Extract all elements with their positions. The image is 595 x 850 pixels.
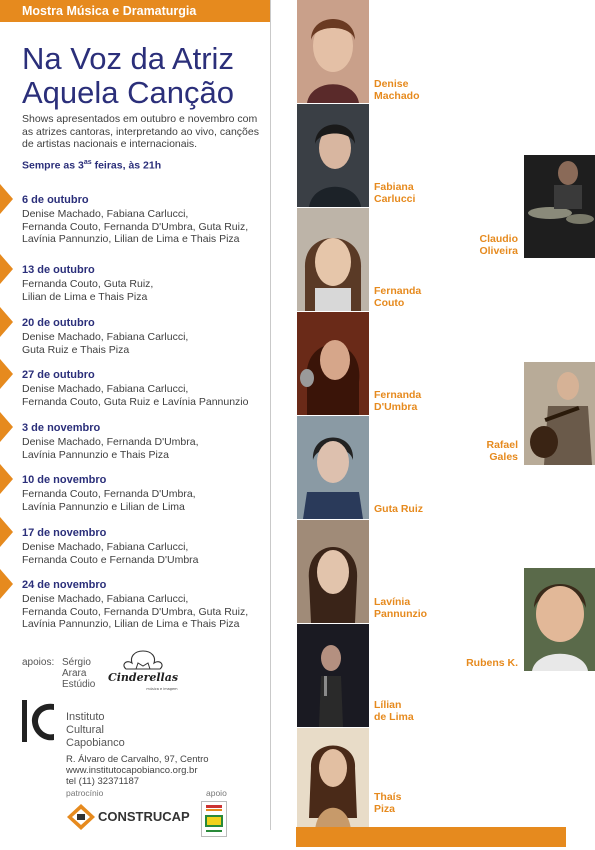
footer-bar — [296, 827, 566, 847]
arrow-marker-icon — [0, 412, 13, 442]
institute-address: R. Álvaro de Carvalho, 97, Centro — [66, 754, 209, 765]
actress-name-thais: Thaís Piza — [374, 791, 402, 815]
arrow-marker-icon — [0, 184, 13, 214]
divider-line — [270, 0, 271, 830]
header-label: Mostra Música e Dramaturgia — [22, 4, 197, 18]
session-performers: Fernanda Couto, Guta Ruiz, Lilian de Lima e Thais Piza — [22, 278, 154, 303]
actress-photo-lilian — [297, 624, 369, 727]
musician-photo-claudio — [524, 155, 595, 258]
icc-logo — [22, 700, 56, 744]
actress-photo-lavinia — [297, 520, 369, 623]
session-date: 20 de outubro — [22, 317, 95, 329]
intro-text: Shows apresentados em outubro e novembro com as atrizes cantoras, interpretando ao vivo, canções de artistas nacionais e internacionais. — [22, 113, 259, 150]
svg-text:música e imagem: música e imagem — [146, 687, 178, 691]
actress-photo-fernanda-couto — [297, 208, 369, 311]
musician-name-claudio: Claudio Oliveira — [479, 233, 518, 257]
svg-text:Cinderellas: Cinderellas — [108, 671, 178, 684]
session-date: 6 de outubro — [22, 194, 89, 206]
session-date: 24 de novembro — [22, 579, 107, 591]
ministry-culture-logo — [201, 801, 227, 837]
actress-name-fernanda-dumbra: Fernanda D'Umbra — [374, 389, 422, 413]
arrow-marker-icon — [0, 517, 13, 547]
header-bar — [0, 0, 270, 22]
institute-phone: tel (11) 32371187 — [66, 776, 140, 787]
arrow-marker-icon — [0, 464, 13, 494]
session-date: 13 de outubro — [22, 264, 95, 276]
institute-name: Instituto Cultural Capobianco — [66, 711, 125, 749]
title-line-2: Aquela Canção — [22, 75, 234, 110]
arrow-marker-icon — [0, 359, 13, 389]
actress-photo-denise — [297, 0, 369, 103]
musician-name-rafael: Rafael Gales — [486, 439, 518, 463]
session-performers: Denise Machado, Fabiana Carlucci, Guta Ruiz e Thais Piza — [22, 331, 189, 356]
actress-photo-fabiana — [297, 104, 369, 207]
actress-name-fernanda-couto: Fernanda Couto — [374, 285, 422, 309]
institute-website: www.institutocapobianco.org.br — [66, 765, 198, 776]
schedule-text: Sempre as $3^{as}$ feiras, às 21h — [22, 159, 162, 172]
page-title — [22, 42, 234, 110]
construcap-logo: CONSTRUCAP — [66, 803, 196, 831]
session-performers: Denise Machado, Fernanda D'Umbra, Lavínia Pannunzio e Thais Piza — [22, 436, 199, 461]
session-date: 3 de novembro — [22, 422, 101, 434]
actress-name-lilian: Lílian de Lima — [374, 699, 414, 723]
actress-name-denise: Denise Machado — [374, 78, 420, 102]
support-label: apoio — [206, 788, 227, 798]
session-performers: Fernanda Couto, Fernanda D'Umbra, Lavínia Pannunzio e Lilian de Lima — [22, 488, 196, 513]
musician-name-rubens: Rubens K. — [466, 657, 518, 669]
session-performers: Denise Machado, Fabiana Carlucci, Fernanda Couto, Guta Ruiz e Lavínia Pannunzio — [22, 383, 249, 408]
cinderellas-logo — [108, 649, 178, 693]
session-performers: Denise Machado, Fabiana Carlucci, Fernanda Couto e Fernanda D'Umbra — [22, 541, 199, 566]
actress-name-guta: Guta Ruiz — [374, 503, 423, 515]
sergio-arara-studio: Sérgio Arara Estúdio — [62, 657, 96, 690]
arrow-marker-icon — [0, 569, 13, 599]
supporters-label: apoios: — [22, 657, 55, 668]
musician-photo-rafael — [524, 362, 595, 465]
title-line-1: Na Voz da Atriz — [22, 41, 234, 76]
actress-photo-guta — [297, 416, 369, 519]
musician-photo-rubens — [524, 568, 595, 671]
session-date: 10 de novembro — [22, 474, 107, 486]
session-performers: Denise Machado, Fabiana Carlucci, Fernanda Couto, Fernanda D'Umbra, Guta Ruiz, Lavínia Pannunzio, Lilian de Lima e Thais Piza — [22, 593, 249, 630]
institute-contact — [66, 754, 209, 787]
actress-name-fabiana: Fabiana Carlucci — [374, 181, 416, 205]
arrow-marker-icon — [0, 307, 13, 337]
session-date: 17 de novembro — [22, 527, 107, 539]
arrow-marker-icon — [0, 254, 13, 284]
actress-photo-fernanda-dumbra — [297, 312, 369, 415]
session-performers: Denise Machado, Fabiana Carlucci, Fernanda Couto, Fernanda D'Umbra, Guta Ruiz, Lavínia Pannunzio, Lilian de Lima e Thais Piza — [22, 208, 249, 245]
actress-photo-thais — [297, 728, 369, 831]
actress-name-lavinia: Lavínia Pannunzio — [374, 596, 428, 620]
sponsor-label: patrocínio — [66, 788, 104, 798]
session-date: 27 de outubro — [22, 369, 95, 381]
